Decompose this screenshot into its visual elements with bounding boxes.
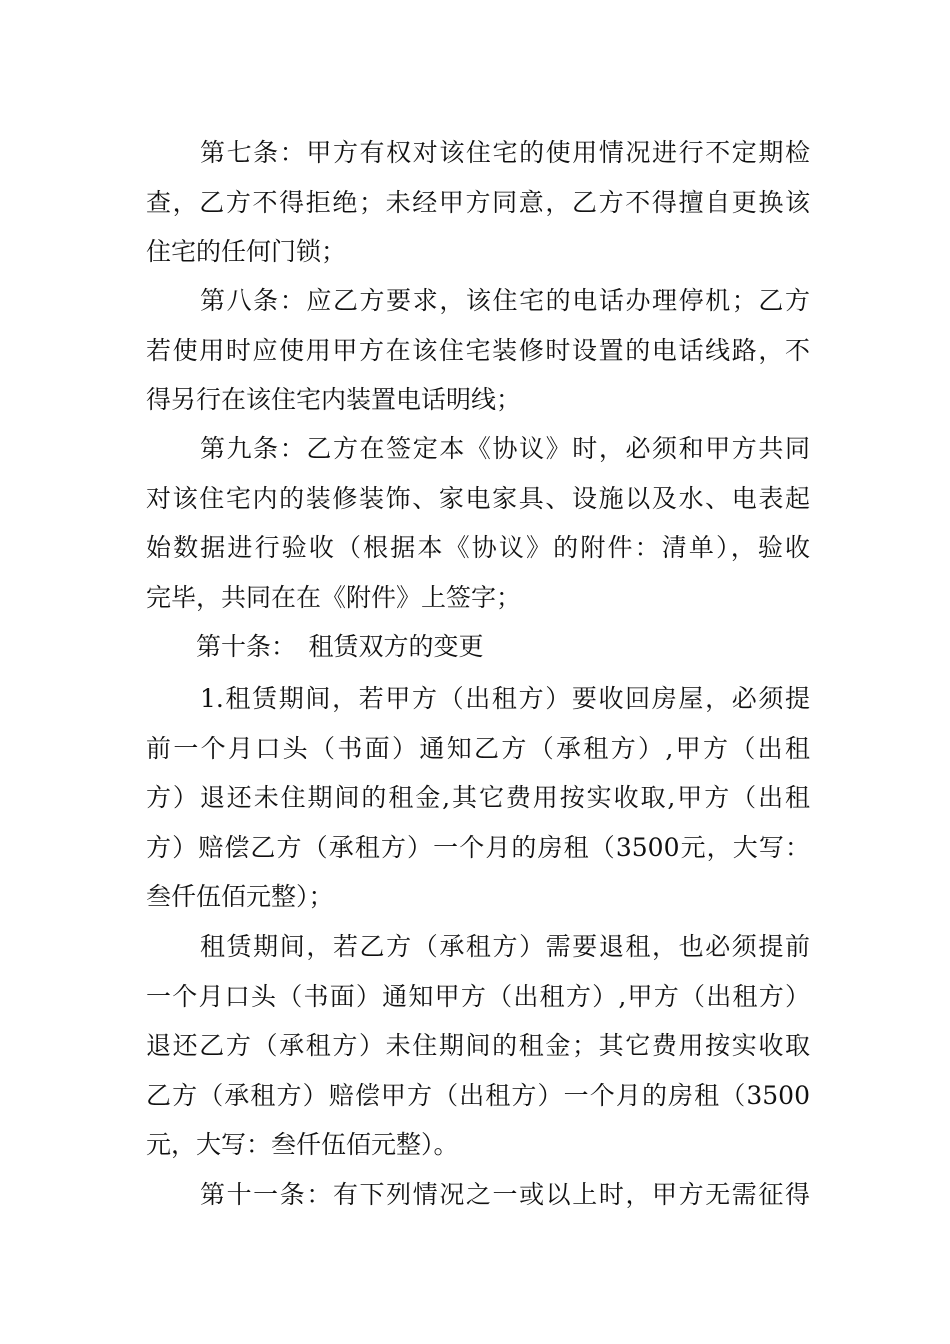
article-8-paragraph <box>146 276 810 425</box>
article-11-paragraph <box>146 1170 810 1220</box>
article-10-item-2-paragraph <box>146 922 810 1170</box>
article-7-paragraph <box>146 128 810 277</box>
text-line: 第十条： 租赁双方的变更 <box>196 632 484 661</box>
text-line: 一个月口头（书面）通知甲方（出租方）,甲方（出租方） <box>146 981 810 1011</box>
text-line: 第十一条：有下列情况之一或以上时，甲方无需征得 <box>200 1180 810 1209</box>
text-line: 第七条：甲方有权对该住宅的使用情况进行不定期检 <box>200 138 810 167</box>
text-line: 乙方（承租方）赔偿甲方（出租方）一个月的房租（3500 <box>146 1080 810 1110</box>
text-line: 始数据进行验收（根据本《协议》的附件：清单），验收 <box>146 533 810 563</box>
text-line: 叁仟伍佰元整）； <box>146 882 334 912</box>
text-line: 对该住宅内的装修装饰、家电家具、设施以及水、电表起 <box>146 483 810 513</box>
text-line: 第八条：应乙方要求，该住宅的电话办理停机；乙方 <box>200 286 810 315</box>
text-line: 1.租赁期间，若甲方（出租方）要收回房屋，必须提 <box>200 684 810 713</box>
text-line: 退还乙方（承租方）未住期间的租金；其它费用按实收取 <box>146 1031 810 1061</box>
text-line: 得另行在该住宅内装置电话明线； <box>146 385 522 415</box>
text-line: 元，大写：叁仟伍佰元整）。 <box>146 1130 459 1160</box>
text-line: 前一个月口头（书面）通知乙方（承租方）,甲方（出租 <box>146 733 810 763</box>
article-10-item-1-paragraph <box>146 674 810 922</box>
article-9-paragraph <box>146 424 810 622</box>
text-line: 方）赔偿乙方（承租方）一个月的房租（3500元，大写： <box>146 832 810 862</box>
text-line: 若使用时应使用甲方在该住宅装修时设置的电话线路，不 <box>146 335 810 365</box>
text-line: 查，乙方不得拒绝；未经甲方同意，乙方不得擅自更换该 <box>146 187 810 217</box>
text-line: 第九条：乙方在签定本《协议》时，必须和甲方共同 <box>200 434 810 463</box>
article-10-heading <box>146 622 810 672</box>
text-line: 方）退还未住期间的租金,其它费用按实收取,甲方（出租 <box>146 783 810 813</box>
text-line: 住宅的任何门锁； <box>146 237 347 267</box>
text-line: 租赁期间，若乙方（承租方）需要退租，也必须提前 <box>200 932 810 961</box>
text-line: 完毕，共同在在《附件》上签字； <box>146 582 522 612</box>
